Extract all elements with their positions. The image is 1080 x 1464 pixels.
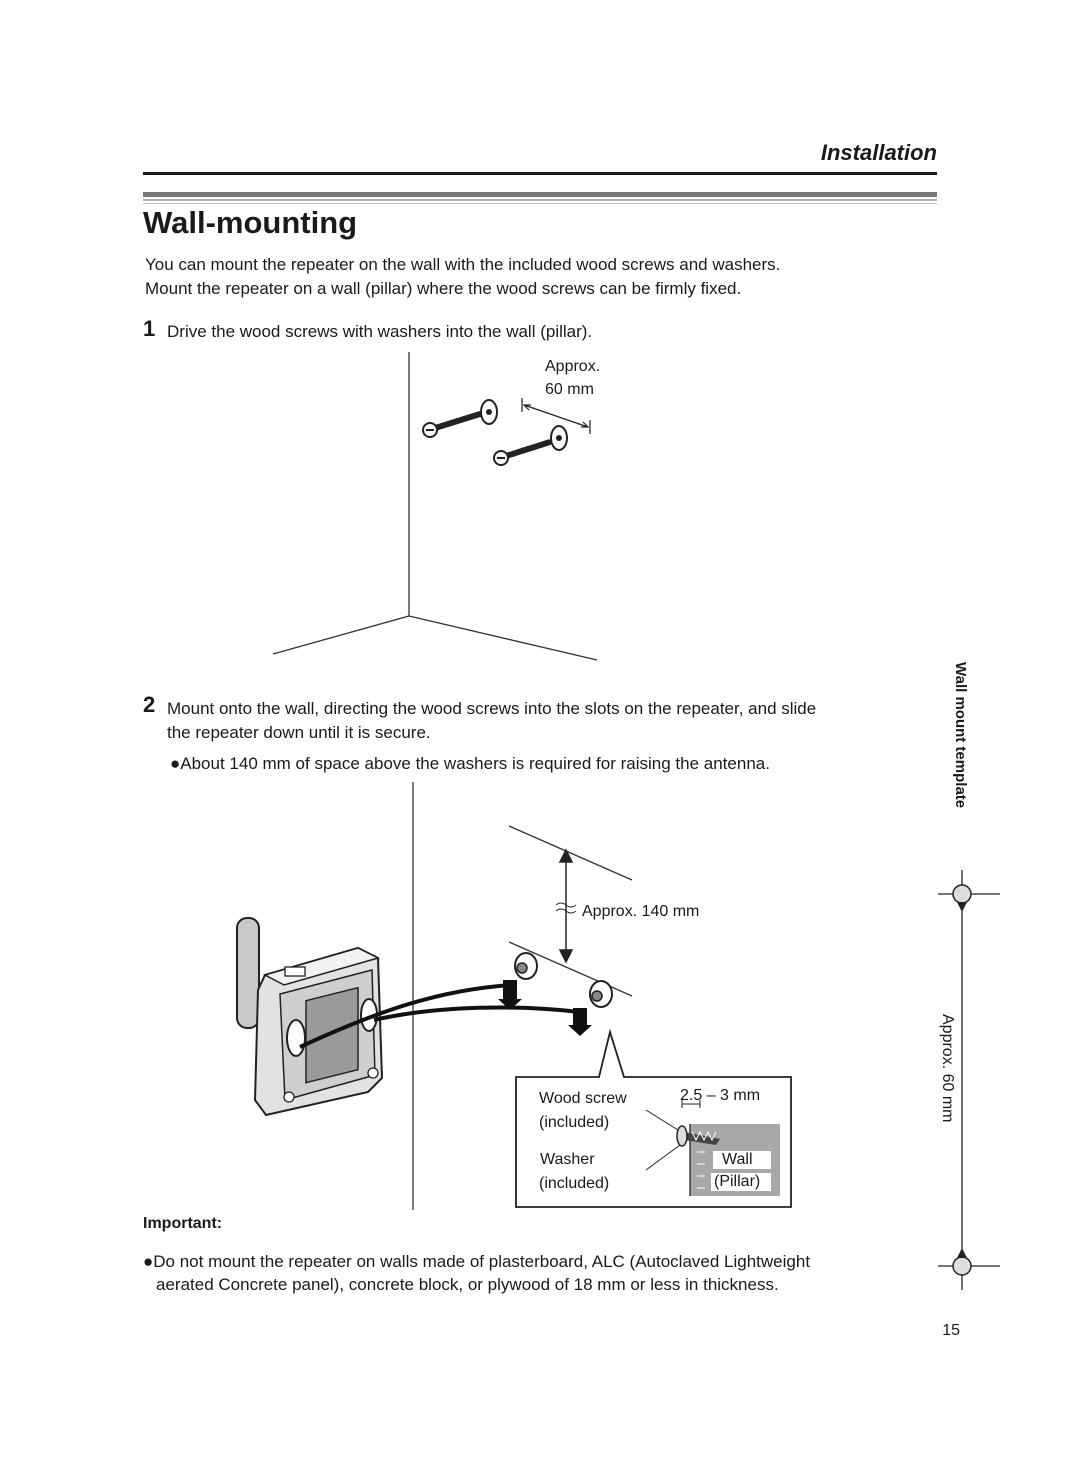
repeater-device (237, 918, 382, 1115)
wood-screw-included-label: (included) (539, 1114, 610, 1131)
figure-1-distance-label: 60 mm (545, 381, 594, 398)
step-2-number: 2 (143, 692, 156, 717)
figure-2-washer-icon (590, 981, 612, 1007)
step-2-bullet: ●About 140 mm of space above the washers is required for raising the antenna. (170, 754, 770, 773)
washer-included-label: (included) (539, 1175, 610, 1192)
figure-2-washer-icon (515, 953, 537, 979)
intro-line: Mount the repeater on a wall (pillar) where the wood screws can be firmly fixed. (145, 279, 742, 298)
intro-line: You can mount the repeater on the wall with the included wood screws and washers. (145, 255, 781, 274)
pillar-label: (Pillar) (714, 1173, 761, 1190)
wall-label: Wall (722, 1151, 753, 1168)
section-header: Installation (820, 140, 937, 165)
wood-screw-label: Wood screw (539, 1090, 627, 1107)
figure-1-washer-icon (551, 426, 567, 450)
figure-1-screw-icon (423, 414, 480, 437)
page-title: Wall-mounting (143, 205, 358, 240)
step-2-line: the repeater down until it is secure. (167, 723, 431, 742)
step-1-number: 1 (143, 316, 156, 341)
important-line: ●Do not mount the repeater on walls made of plasterboard, ALC (Autoclaved Lightweight (143, 1252, 811, 1271)
step-2-line: Mount onto the wall, directing the wood screws into the slots on the repeater, and slide (167, 699, 817, 718)
important-line: aerated Concrete panel), concrete block, or plywood of 18 mm or less in thickness. (156, 1275, 779, 1294)
step-1-text: Drive the wood screws with washers into the wall (pillar). (167, 322, 593, 341)
wall-mount-template-label: Wall mount template (952, 662, 969, 809)
important-text (143, 1250, 810, 1296)
figure-1-washer-icon (481, 400, 497, 424)
figure-2-approx-label: Approx. 140 mm (582, 903, 700, 920)
figure-2-height-arrow (556, 850, 576, 962)
figure-1-approx-label: Approx. (545, 358, 601, 375)
figure-1-screw-icon (494, 442, 550, 465)
important-heading: Important: (143, 1215, 223, 1232)
washer-label: Washer (540, 1151, 595, 1168)
page-number: 15 (942, 1322, 960, 1339)
template-approx-label: Approx. 60 mm (939, 1014, 956, 1123)
gap-label: 2.5 – 3 mm (680, 1087, 761, 1104)
